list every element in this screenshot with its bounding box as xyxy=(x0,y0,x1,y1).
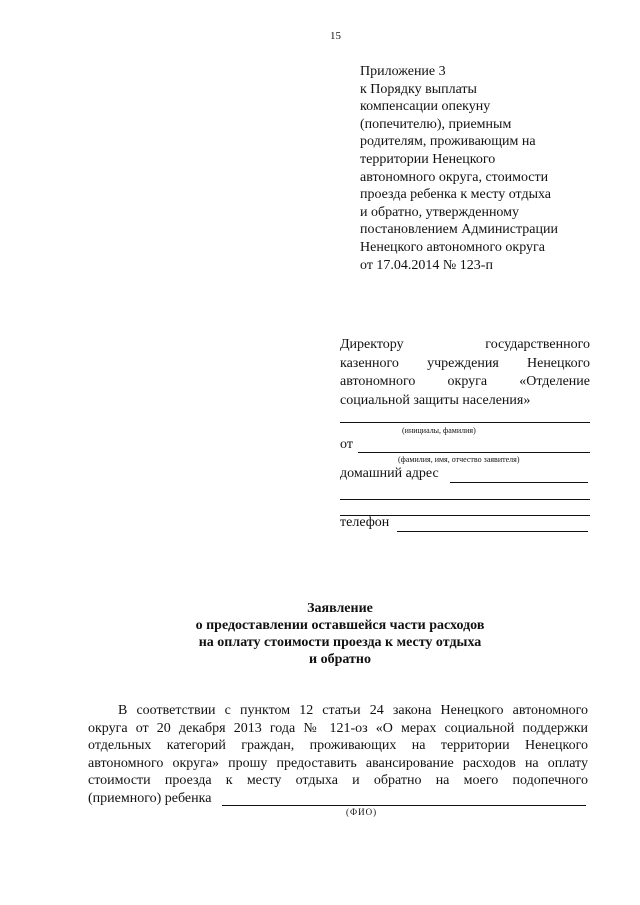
body-line: округа от 20 декабря 2013 года № 121-оз «О мерах социальной поддержки xyxy=(88,720,588,736)
appendix-line: автономного округа, стоимости xyxy=(360,169,549,185)
body-last-line: (приемного) ребенка xyxy=(88,790,212,806)
appendix-line: постановлением Администрации xyxy=(360,222,558,238)
appendix-line: Ненецкого автономного округа xyxy=(360,239,545,255)
addressee-line: автономного округа «Отделение xyxy=(340,374,590,389)
appendix-line: и обратно, утвержденному xyxy=(360,204,520,220)
title-line: на оплату стоимости проезда к месту отдыха xyxy=(198,635,482,650)
child-fio-field[interactable] xyxy=(222,805,586,806)
child-fio-hint: (ФИО) xyxy=(346,807,378,817)
document-title xyxy=(160,600,520,668)
appendix-line: к Порядку выплаты xyxy=(360,81,477,97)
addressee-line: социальной защиты населения» xyxy=(340,392,531,408)
home-address-field-2[interactable] xyxy=(340,499,590,500)
appendix-line: (попечителю), приемным xyxy=(360,116,512,132)
appendix-line: территории Ненецкого xyxy=(360,151,496,167)
applicant-name-field[interactable] xyxy=(358,452,590,453)
appendix-line: от 17.04.2014 № 123-п xyxy=(360,257,493,273)
appendix-note xyxy=(360,63,600,274)
from-label: от xyxy=(340,437,353,452)
page-number: 15 xyxy=(330,30,341,42)
title-line: и обратно xyxy=(309,652,371,667)
phone-field[interactable] xyxy=(397,531,588,532)
body-line: автономного округа» прошу предоставить авансирование расходов на оплату xyxy=(88,755,588,771)
home-address-field[interactable] xyxy=(450,482,588,483)
appendix-line: проезда ребенка к месту отдыха xyxy=(360,187,552,203)
home-address-label: домашний адрес xyxy=(340,466,439,481)
phone-label: телефон xyxy=(340,515,390,530)
initials-hint: (инициалы, фамилия) xyxy=(402,426,476,435)
applicant-name-hint: (фамилия, имя, отчество заявителя) xyxy=(398,455,520,464)
title-line: Заявление xyxy=(307,601,373,616)
body-line: отдельных категорий граждан, проживающих на территории Ненецкого xyxy=(88,738,588,754)
appendix-line: компенсации опекуну xyxy=(360,99,491,115)
initials-field[interactable] xyxy=(340,422,590,423)
addressee-line: Директору государственного xyxy=(340,337,590,352)
body-line: стоимости проезда к месту отдыха и обратно на моего подопечного xyxy=(88,773,588,789)
addressee-block xyxy=(340,336,590,410)
appendix-line: Приложение 3 xyxy=(360,64,446,79)
body-line: В соответствии с пунктом 12 статьи 24 закона Ненецкого автономного xyxy=(118,703,588,718)
addressee-line: казенного учреждения Ненецкого xyxy=(340,355,590,371)
appendix-line: родителям, проживающим на xyxy=(360,134,536,150)
body-paragraph xyxy=(88,702,588,808)
title-line: о предоставлении оставшейся части расходов xyxy=(195,618,485,633)
